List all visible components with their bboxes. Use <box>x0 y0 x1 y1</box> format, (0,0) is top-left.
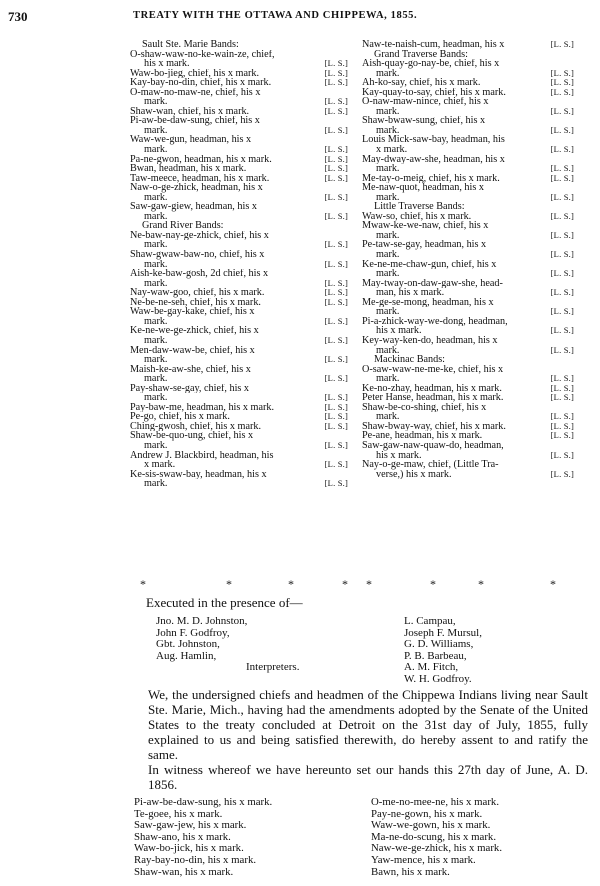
signatory-text: Maish-ke-aw-she, chief, his x <box>130 364 251 375</box>
seal-mark: [L. S.] <box>324 460 348 470</box>
seal-mark: [L. S.] <box>550 192 574 202</box>
seal-mark: [L. S.] <box>324 240 348 250</box>
signatory-line <box>130 336 348 346</box>
signatory-text: May-dway-aw-she, headman, his x <box>362 154 505 165</box>
signatory-text: Peter Hanse, headman, his x mark. <box>362 393 504 403</box>
signatory-text: O-maw-no-maw-ne, chief, his x <box>130 87 261 98</box>
signatory-text: mark. <box>376 192 400 203</box>
seal-mark: [L. S.] <box>324 402 348 412</box>
signatory-text: Pay-baw-me, headman, his x mark. <box>130 402 274 413</box>
signatory-line <box>130 460 348 470</box>
signatory-line <box>362 212 574 222</box>
signatory-line <box>362 193 574 203</box>
signatory-text: mark. <box>144 240 168 251</box>
signatory-text: Kay-bay-no-din, chief, his x mark. <box>130 78 272 88</box>
ratification-signatory: Waw-bo-jick, his x mark. <box>134 842 244 855</box>
signatory-line <box>130 164 348 174</box>
ratification-signatory: Te-goee, his x mark. <box>134 807 223 820</box>
signatory-line <box>130 155 348 165</box>
right-signatory-column <box>362 40 574 479</box>
star: * <box>366 577 372 591</box>
signatory-line <box>362 326 574 336</box>
signatory-text: mark. <box>144 393 168 403</box>
witness-name: L. Campau, <box>404 615 456 627</box>
signatory-line <box>130 393 348 403</box>
seal-mark: [L. S.] <box>324 125 348 135</box>
signatory-line <box>130 107 348 117</box>
signatory-text: O-shaw-waw-no-ke-wain-ze, chief, <box>130 49 275 60</box>
executed-heading: Executed in the presence of— <box>146 595 303 610</box>
signatory-text: mark. <box>376 125 400 136</box>
signatory-line <box>362 269 574 279</box>
seal-mark: [L. S.] <box>324 335 348 345</box>
seal-mark: [L. S.] <box>550 307 574 317</box>
signatory-text: Waw-be-gay-kake, chief, his x <box>130 307 255 317</box>
signatory-text: mark. <box>376 345 400 356</box>
signatory-line <box>362 470 574 480</box>
signatory-text: mark. <box>144 97 168 107</box>
witness-clause: In witness whereof we have hereunto set our hands this 27th day of June, A. D. 1856. <box>148 762 588 792</box>
signatory-text: Ne-be-ne-seh, chief, his x mark. <box>130 297 261 308</box>
signatory-text: Naw-te-naish-cum, headman, his x <box>362 40 505 50</box>
signatory-line <box>130 431 348 441</box>
signatory-text: mark. <box>376 250 400 260</box>
seal-mark: [L. S.] <box>550 87 574 97</box>
signatory-text: Pa-ne-gwon, headman, his x mark. <box>130 154 272 165</box>
band-heading <box>362 50 574 60</box>
signatory-line <box>362 135 574 145</box>
signatory-text: his x mark. <box>376 326 422 336</box>
star: * <box>478 577 484 591</box>
signatory-line <box>362 393 574 403</box>
seal-mark: [L. S.] <box>324 479 348 489</box>
signatory-line <box>130 470 348 480</box>
band-heading <box>362 202 574 212</box>
signatory-line <box>362 412 574 422</box>
signatory-text: Shaw-gwaw-baw-no, chief, his x <box>130 250 265 260</box>
signatory-line <box>130 88 348 98</box>
signatory-line <box>130 307 348 317</box>
seal-mark: [L. S.] <box>324 278 348 288</box>
signatory-line <box>130 355 348 365</box>
signatory-text: Kay-quay-to-say, chief, his x mark. <box>362 87 506 98</box>
signatory-text: mark. <box>144 355 168 365</box>
seal-mark: [L. S.] <box>324 316 348 326</box>
signatory-text: May-tway-on-daw-gaw-she, head- <box>362 278 503 289</box>
signatory-text: Ke-ne-we-ge-zhick, chief, his x <box>130 326 259 336</box>
signatory-line <box>130 69 348 79</box>
signatory-line <box>130 59 348 69</box>
signatory-line <box>130 451 348 461</box>
seal-mark: [L. S.] <box>550 173 574 183</box>
ratification-signatory: Yaw-mence, his x mark. <box>371 853 476 866</box>
signatory-text: Ke-ne-me-chaw-gun, chief, his x <box>362 259 497 270</box>
signatory-line <box>130 412 348 422</box>
signatory-line <box>362 155 574 165</box>
seal-mark: [L. S.] <box>324 154 348 164</box>
interpreters-label: Interpreters. <box>246 661 300 674</box>
signatory-line <box>362 403 574 413</box>
star: * <box>140 577 146 591</box>
seal-mark: [L. S.] <box>550 78 574 88</box>
seal-mark: [L. S.] <box>550 450 574 460</box>
signatory-text: Pi-a-zhick-way-we-dong, headman, <box>362 316 508 327</box>
band-heading <box>362 355 574 365</box>
signatory-line <box>362 69 574 79</box>
seal-mark: [L. S.] <box>550 250 574 260</box>
signatory-line <box>362 107 574 117</box>
signatory-line <box>362 78 574 88</box>
signatory-line <box>130 269 348 279</box>
band-heading <box>130 40 348 50</box>
signatory-line <box>362 221 574 231</box>
witness-name: Jno. M. D. Johnston, <box>156 615 248 627</box>
seal-mark: [L. S.] <box>324 374 348 384</box>
signatory-line <box>362 59 574 69</box>
signatory-text: Waw-bo-jieg, chief, his x mark. <box>130 68 260 79</box>
signatory-text: Aish-quay-go-nay-be, chief, his x <box>362 59 500 69</box>
witness-name: P. B. Barbeau, <box>404 649 467 662</box>
star: * <box>550 577 556 591</box>
star: * <box>226 577 232 591</box>
signatory-text: Shaw-be-co-shing, chief, his x <box>362 402 487 413</box>
seal-mark: [L. S.] <box>550 412 574 422</box>
signatory-line <box>362 97 574 107</box>
signatory-line <box>130 174 348 184</box>
signatory-line <box>130 298 348 308</box>
star: * <box>288 577 294 591</box>
signatory-line <box>362 288 574 298</box>
signatory-line <box>130 288 348 298</box>
signatory-text: mark. <box>376 374 400 384</box>
seal-mark: [L. S.] <box>324 355 348 365</box>
signatory-line <box>130 231 348 241</box>
signatory-line <box>130 260 348 270</box>
signatory-text: Taw-meece, headman, his x mark. <box>130 173 270 184</box>
signatory-line <box>130 78 348 88</box>
signatory-text: mark. <box>144 374 168 384</box>
seal-mark: [L. S.] <box>550 68 574 78</box>
signatory-line <box>362 250 574 260</box>
signatory-line <box>130 317 348 327</box>
signatory-line <box>362 260 574 270</box>
seal-mark: [L. S.] <box>324 211 348 221</box>
seal-mark: [L. S.] <box>324 288 348 298</box>
signatory-line <box>130 50 348 60</box>
signatory-text: Shaw-wan, chief, his x mark. <box>130 106 250 117</box>
signatory-text: Sault Ste. Marie Bands: <box>142 40 239 50</box>
signatory-line <box>130 326 348 336</box>
ratification-signatory: Bawn, his x mark. <box>371 865 450 878</box>
signatory-text: mark. <box>144 440 168 451</box>
signatory-text: Pay-shaw-se-gay, chief, his x <box>130 383 250 394</box>
signatory-text: Ne-baw-nay-ge-zhick, chief, his x <box>130 230 269 241</box>
signatory-text: Shaw-bwaw-sung, chief, his x <box>362 116 486 126</box>
seal-mark: [L. S.] <box>550 431 574 441</box>
signatory-text: O-naw-maw-nince, chief, his x <box>362 97 489 107</box>
signatory-line <box>130 240 348 250</box>
signatory-text: mark. <box>144 278 168 289</box>
signatory-text: mark. <box>376 412 400 422</box>
signatory-line <box>362 374 574 384</box>
signatory-line <box>362 183 574 193</box>
signatory-text: mark. <box>144 192 168 203</box>
signatory-line <box>130 135 348 145</box>
signatory-line <box>130 202 348 212</box>
signatory-text: Mwaw-ke-we-naw, chief, his x <box>362 221 489 231</box>
signatory-line <box>362 164 574 174</box>
witness-name: W. H. Godfroy. <box>404 672 472 685</box>
signatory-line <box>130 403 348 413</box>
signatory-text: mark. <box>376 230 400 241</box>
ratification-text: We, the undersigned chiefs and headmen of the Chippewa Indians living near Sault Ste. Marie, Mich., having had the amendments adopted by the Senate of the United States to the treaty concluded at Detroit on the 31st day of July, 1855, fully explained to us and being satisfied therewith, do hereby assent to and ratify the same. <box>148 687 588 762</box>
section-separator-stars <box>130 577 574 589</box>
signatory-line <box>362 126 574 136</box>
signatory-text: mark. <box>144 125 168 136</box>
seal-mark: [L. S.] <box>324 173 348 183</box>
ratification-signatory: O-me-no-mee-ne, his x mark. <box>371 796 500 808</box>
seal-mark: [L. S.] <box>550 345 574 355</box>
ratification-signatures-left <box>134 797 334 878</box>
signatory-text: mark. <box>144 259 168 270</box>
star: * <box>430 577 436 591</box>
seal-mark: [L. S.] <box>550 145 574 155</box>
ratification-signatory: Ma-ne-do-scung, his x mark. <box>371 830 497 843</box>
signatory-text: Mackinac Bands: <box>374 355 446 365</box>
seal-mark: [L. S.] <box>324 106 348 116</box>
signatory-text: mark. <box>376 307 400 317</box>
signatory-text: mark. <box>376 164 400 174</box>
witness-name: G. D. Williams, <box>404 638 474 651</box>
page-header <box>0 9 600 25</box>
ratification-signatory: Saw-gaw-jew, his x mark. <box>134 819 247 832</box>
signatory-text: x mark. <box>376 145 408 155</box>
ratification-signatory: Waw-we-gown, his x mark. <box>371 819 491 832</box>
signatory-text: Saw-gaw-naw-quaw-do, headman, <box>362 440 504 451</box>
signatory-text: mark. <box>144 211 168 222</box>
signatory-line <box>130 384 348 394</box>
signatory-text: his x mark. <box>376 450 422 461</box>
witness-name: A. M. Fitch, <box>404 661 459 674</box>
signatory-line <box>130 126 348 136</box>
signatory-text: Grand River Bands: <box>142 221 224 231</box>
seal-mark: [L. S.] <box>324 259 348 269</box>
seal-mark: [L. S.] <box>324 68 348 78</box>
signatory-line <box>362 451 574 461</box>
seal-mark: [L. S.] <box>550 421 574 431</box>
signatory-text: Pe-go, chief, his x mark. <box>130 412 230 422</box>
witness-list-left <box>156 616 356 674</box>
signatory-text: Key-way-ken-do, headman, his x <box>362 335 498 346</box>
seal-mark: [L. S.] <box>324 145 348 155</box>
signatory-text: mark. <box>144 316 168 327</box>
ratification-paragraph <box>148 687 588 792</box>
seal-mark: [L. S.] <box>550 40 574 49</box>
seal-mark: [L. S.] <box>550 164 574 174</box>
signatory-text: his x mark. <box>144 59 190 69</box>
seal-mark: [L. S.] <box>550 374 574 384</box>
signatory-line <box>362 441 574 451</box>
signatory-line <box>130 212 348 222</box>
signatory-text: mark. <box>376 68 400 79</box>
signatory-text: Me-naw-quot, headman, his x <box>362 183 484 193</box>
signatory-text: Waw-so, chief, his x mark. <box>362 211 472 222</box>
signatory-line <box>362 346 574 356</box>
signatory-line <box>130 145 348 155</box>
signatory-text: Shaw-be-quo-ung, chief, his x <box>130 431 254 441</box>
ratification-signatory: Pi-aw-be-daw-sung, his x mark. <box>134 796 273 808</box>
signatory-line <box>362 40 574 50</box>
signatory-line <box>362 174 574 184</box>
seal-mark: [L. S.] <box>324 393 348 403</box>
signatory-text: Bwan, headman, his x mark. <box>130 164 247 174</box>
signatory-text: Ah-ko-say, chief, his x mark. <box>362 78 481 88</box>
signatory-text: Ke-sis-swaw-bay, headman, his x <box>130 469 267 480</box>
seal-mark: [L. S.] <box>550 230 574 240</box>
signatory-line <box>362 460 574 470</box>
signatory-text: Me-tay-o-meig, chief, his x mark. <box>362 173 500 184</box>
signatory-line <box>130 250 348 260</box>
signatory-text: Pe-taw-se-gay, headman, his x <box>362 240 487 251</box>
witness-name: Gbt. Johnston, <box>156 638 220 651</box>
seal-mark: [L. S.] <box>550 393 574 403</box>
signatory-text: mark. <box>144 335 168 346</box>
signatory-text: Men-daw-waw-be, chief, his x <box>130 345 255 356</box>
signatory-line <box>362 240 574 250</box>
ratification-signatures-right <box>371 797 571 878</box>
seal-mark: [L. S.] <box>550 211 574 221</box>
signatory-text: Grand Traverse Bands: <box>374 49 468 60</box>
seal-mark: [L. S.] <box>324 164 348 174</box>
signatory-text: mark. <box>144 479 168 489</box>
signatory-text: Ke-no-zhay, headman, his x mark. <box>362 383 502 394</box>
signatory-text: mark. <box>376 269 400 279</box>
signatory-line <box>362 116 574 126</box>
signatory-text: Louis Mick-saw-bay, headman, his <box>362 135 505 146</box>
signatory-line <box>130 365 348 375</box>
page-number: 730 <box>8 9 28 24</box>
signatory-line <box>362 279 574 289</box>
seal-mark: [L. S.] <box>324 192 348 202</box>
star: * <box>342 577 348 591</box>
signatory-text: x mark. <box>144 460 176 470</box>
signatory-line <box>362 336 574 346</box>
signatory-line <box>130 97 348 107</box>
seal-mark: [L. S.] <box>324 78 348 88</box>
signatory-text: Pe-ane, headman, his x mark. <box>362 431 483 441</box>
signatory-line <box>362 422 574 432</box>
seal-mark: [L. S.] <box>324 97 348 107</box>
seal-mark: [L. S.] <box>550 106 574 116</box>
signatory-line <box>130 279 348 289</box>
signatory-line <box>362 145 574 155</box>
signatory-line <box>362 431 574 441</box>
seal-mark: [L. S.] <box>324 412 348 422</box>
seal-mark: [L. S.] <box>550 326 574 336</box>
signatory-line <box>130 479 348 489</box>
seal-mark: [L. S.] <box>550 288 574 298</box>
ratification-signatory: Shaw-ano, his x mark. <box>134 830 231 843</box>
seal-mark: [L. S.] <box>550 469 574 479</box>
ratification-signatory: Shaw-wan, his x mark. <box>134 865 234 878</box>
signatory-text: mark. <box>144 145 168 155</box>
signatory-line <box>130 193 348 203</box>
signatory-text: Ching-gwosh, chief, his x mark. <box>130 421 262 432</box>
band-heading <box>130 221 348 231</box>
seal-mark: [L. S.] <box>550 269 574 279</box>
signatory-line <box>362 231 574 241</box>
signatory-text: Nay-o-ge-maw, chief, (Little Tra- <box>362 460 499 470</box>
signatory-text: Naw-o-ge-zhick, headman, his x <box>130 183 263 193</box>
signatory-line <box>130 422 348 432</box>
signatory-line <box>130 346 348 356</box>
left-signatory-column <box>130 40 348 489</box>
signatory-line <box>362 365 574 375</box>
signatory-text: Waw-we-gun, headman, his x <box>130 135 252 146</box>
ratification-signatory: Naw-we-ge-zhick, his x mark. <box>371 842 503 855</box>
signatory-text: Andrew J. Blackbird, headman, his <box>130 450 274 461</box>
signatory-text: Pi-aw-be-daw-sung, chief, his x <box>130 116 260 126</box>
signatory-text: Me-ge-se-mong, headman, his x <box>362 297 494 308</box>
signatory-text: Aish-ke-baw-gosh, 2d chief, his x <box>130 269 269 279</box>
seal-mark: [L. S.] <box>550 383 574 393</box>
seal-mark: [L. S.] <box>324 421 348 431</box>
page-title: TREATY WITH THE OTTAWA AND CHIPPEWA, 1855. <box>133 10 418 21</box>
signatory-text: Shaw-bway-way, chief, his x mark. <box>362 421 506 432</box>
signatory-text: Saw-gaw-giew, headman, his x <box>130 202 257 212</box>
seal-mark: [L. S.] <box>550 125 574 135</box>
signatory-line <box>130 441 348 451</box>
signatory-line <box>130 374 348 384</box>
ratification-signatory: Ray-bay-no-din, his x mark. <box>134 853 257 866</box>
ratification-signatory: Pay-ne-gown, his x mark. <box>371 807 483 820</box>
seal-mark: [L. S.] <box>324 297 348 307</box>
signatory-line <box>362 384 574 394</box>
signatory-line <box>130 116 348 126</box>
signatory-text: Nay-waw-goo, chief, his x mark. <box>130 288 265 298</box>
signatory-line <box>362 307 574 317</box>
signatory-line <box>362 317 574 327</box>
signatory-text: Little Traverse Bands: <box>374 202 465 212</box>
witness-name: Joseph F. Mursul, <box>404 626 482 639</box>
signatory-line <box>362 88 574 98</box>
seal-mark: [L. S.] <box>324 440 348 450</box>
seal-mark: [L. S.] <box>324 59 348 69</box>
signatory-text: verse,) his x mark. <box>376 469 452 480</box>
signatory-text: O-saw-waw-ne-me-ke, chief, his x <box>362 364 504 375</box>
signatory-text: mark. <box>376 106 400 117</box>
witness-name: John F. Godfroy, <box>156 626 230 639</box>
witness-name: Aug. Hamlin, <box>156 649 217 662</box>
signatory-text: man, his x mark. <box>376 288 445 298</box>
signatory-line <box>130 183 348 193</box>
signatory-line <box>362 298 574 308</box>
witness-list-right <box>404 616 584 686</box>
